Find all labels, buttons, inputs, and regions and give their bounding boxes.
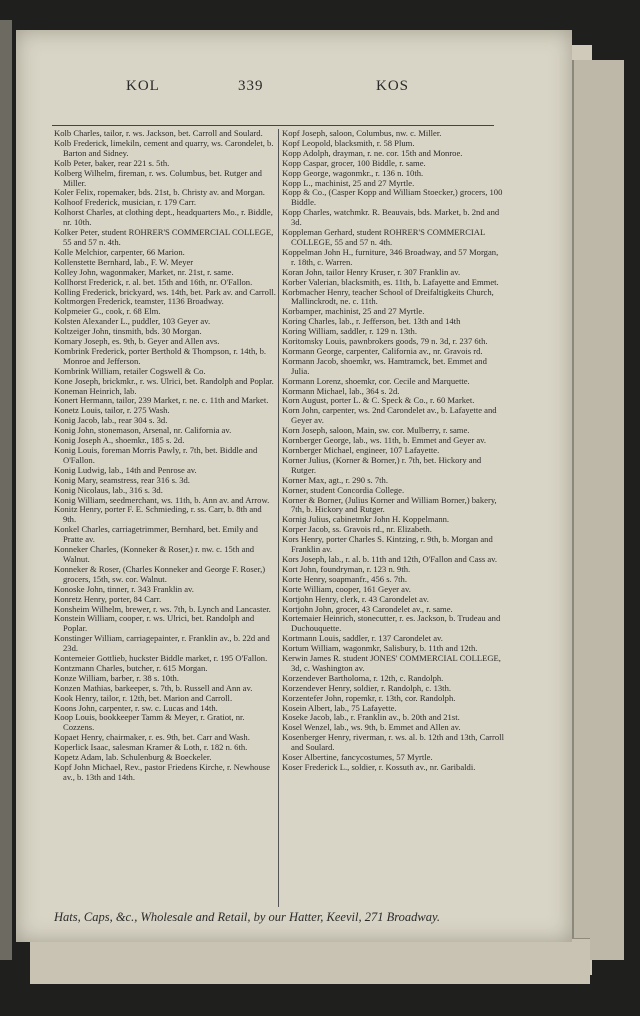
directory-entry: Kosein Albert, lab., 75 Lafayette.: [282, 702, 397, 713]
directory-entry: Korbmacher Henry, teacher School of Dreifaltigkeits Church, Mallinckrodt, ne. c. 11th.: [282, 286, 494, 307]
directory-entry: Kolb Frederick, limekiln, cement and quarry, ws. Carondelet, b. Barton and Sidney.: [54, 137, 274, 158]
directory-entry: Kopp Charles, watchmkr. R. Beauvais, bds. Market, b. 2nd and 3d.: [282, 207, 500, 228]
directory-entry: Koran John, tailor Henry Kruser, r. 307 Franklin av.: [282, 266, 461, 277]
directory-entry: Koop Louis, bookkeeper Tamm & Meyer, r. Gratiot, nr. Cozzens.: [54, 712, 245, 733]
directory-entry: Konitz Henry, porter F. E. Schmieding, r. ss. Carr, b. 8th and 9th.: [54, 504, 262, 525]
directory-entry: Kopaet Henry, chairmaker, r. es. 9th, bet. Carr and Wash.: [54, 732, 250, 743]
directory-entry: Koler Felix, ropemaker, bds. 21st, b. Christy av. and Morgan.: [54, 187, 265, 198]
directory-entry: Kolb Peter, baker, rear 221 s. 5th.: [54, 157, 170, 168]
directory-entry: Koser Albertine, fancycostumes, 57 Myrtle.: [282, 752, 433, 763]
directory-entry: Kosenberger Henry, riverman, r. ws. al. b. 12th and 13th, Carroll and Soulard.: [282, 732, 504, 753]
directory-entry: Kollenstette Bernhard, lab., F. W. Meyer: [54, 256, 194, 267]
directory-entry: Kontzmann Charles, butcher, r. 615 Morgan.: [54, 662, 208, 673]
directory-entry: Kosel Wenzel, lab., ws. 9th, b. Emmet and Allen av.: [282, 722, 461, 733]
directory-entry: Konetz Louis, tailor, r. 275 Wash.: [54, 405, 170, 416]
directory-entry: Kolpmeier G., cook, r. 68 Elm.: [54, 306, 161, 317]
directory-entry: Konig Louis, foreman Morris Pawly, r. 7th, bet. Biddle and O'Fallon.: [54, 445, 258, 465]
directory-entry: Kopf John Michael, Rev., pastor Friedens Kirche, r. Newhouse av., b. 13th and 14th.: [54, 762, 270, 782]
directory-entry: Konstein William, cooper, r. ws. Ulrici, bet. Randolph and Poplar.: [54, 613, 255, 634]
right-column: [282, 129, 504, 773]
directory-entry: Kerwin James R. student JONES' COMMERCIAL COLLEGE, 3d, c. Washington av.: [282, 653, 501, 673]
header-right-guide: KOS: [376, 78, 410, 94]
left-column: [54, 129, 276, 783]
directory-page: [16, 30, 572, 942]
directory-entry: Kollhorst Frederick, r. al. bet. 15th and 16th, nr. O'Fallon.: [54, 276, 253, 287]
directory-entry: Kopp L., machinist, 25 and 27 Myrtle.: [282, 177, 415, 188]
directory-entry: Kort John, foundryman, r. 123 n. 9th.: [282, 563, 411, 574]
directory-entry: Korte Henry, soapmanfr., 456 s. 7th.: [282, 573, 407, 584]
directory-entry: Konig Joseph A., shoemkr., 185 s. 2d.: [54, 435, 185, 446]
directory-entry: Kopetz Adam, lab. Schulenburg & Boeckeler.: [54, 752, 212, 763]
directory-entry: Kortmann Louis, saddler, r. 137 Carondelet av.: [282, 633, 443, 644]
directory-entry: Korner, student Concordia College.: [282, 484, 405, 495]
directory-entry: Konig Ludwig, lab., 14th and Penrose av.: [54, 464, 197, 475]
directory-entry: Kopp Caspar, grocer, 100 Biddle, r. same.: [282, 157, 426, 168]
directory-entry: Koneman Heinrich, lab.: [54, 385, 137, 396]
directory-entry: Kornberger George, lab., ws. 11th, b. Emmet and Geyer av.: [282, 435, 487, 446]
page-number: 339: [238, 78, 264, 94]
directory-entry: Korn John, carpenter, ws. 2nd Carondelet av., b. Lafayette and Geyer av.: [282, 405, 497, 426]
directory-entry: Kolberg Wilhelm, fireman, r. ws. Columbus, bet. Rutger and Miller.: [54, 167, 262, 188]
directory-entry: Kors Henry, porter Charles S. Kintzing, r. 9th, b. Morgan and Franklin av.: [282, 534, 493, 555]
directory-entry: Korber Valerian, blacksmith, es. 11th, b. Lafayette and Emmet.: [282, 276, 499, 287]
directory-entry: Konig Nicolaus, lab., 316 s. 3d.: [54, 484, 163, 495]
footer-advert: Hats, Caps, &c., Wholesale and Retail, by our Hatter, Keevil, 271 Broadway.: [54, 910, 440, 924]
directory-entry: Konig Jacob, lab., rear 304 s. 3d.: [54, 415, 168, 426]
directory-entry: Korzendever Henry, soldier, r. Randolph, c. 13th.: [282, 682, 452, 693]
directory-entry: Kopp Adolph, drayman, r. ne. cor. 15th and Monroe.: [282, 147, 463, 158]
directory-entry: Konig William, seedmerchant, ws. 11th, b. Ann av. and Arrow.: [54, 494, 270, 505]
directory-entry: Korner Max, agt., r. 290 s. 7th.: [282, 474, 388, 485]
directory-entry: Kombrink Frederick, porter Berthold & Thompson, r. 14th, b. Monroe and Jefferson.: [54, 345, 267, 366]
directory-entry: Koser Frederick L., soldier, r. Kossuth av., nr. Garibaldi.: [282, 762, 476, 772]
directory-entry: Kolb Charles, tailor, r. ws. Jackson, bet. Carroll and Soulard.: [54, 128, 263, 138]
directory-entry: Koltmorgen Frederick, teamster, 1136 Broadway.: [54, 296, 224, 307]
directory-entry: Konzen Mathias, barkeeper, s. 7th, b. Russell and Ann av.: [54, 682, 253, 693]
directory-entry: Korper Jacob, ss. Gravois rd., nr. Elizabeth.: [282, 524, 432, 535]
directory-entry: Kortjohn Henry, clerk, r. 43 Carondelet av.: [282, 593, 429, 604]
directory-entry: Konsheim Wilhelm, brewer, r. ws. 7th, b. Lynch and Lancaster.: [54, 603, 271, 614]
directory-entry: Kolsten Alexander L., puddler, 103 Geyer av.: [54, 316, 211, 327]
directory-entry: Korn August, porter L. & C. Speck & Co., r. 60 Market.: [282, 395, 475, 406]
directory-entry: Kopp George, wagonmkr., r. 136 n. 10th.: [282, 167, 424, 178]
directory-entry: Koltzeiger John, tinsmith, bds. 30 Morgan.: [54, 326, 202, 337]
directory-entry: Kombrink William, retailer Cogswell & Co.: [54, 365, 206, 376]
directory-entry: Kortum William, wagonmkr, Salisbury, b. 11th and 12th.: [282, 643, 478, 654]
directory-entry: Korte William, cooper, 161 Geyer av.: [282, 583, 411, 594]
directory-entry: Koppleman Gerhard, student ROHRER'S COMMERCIAL COLLEGE, 55 and 57 n. 4th.: [282, 227, 485, 247]
directory-entry: Kolle Melchior, carpenter, 66 Marion.: [54, 246, 185, 257]
directory-entry: Koring Charles, lab., r. Jefferson, bet. 13th and 14th: [282, 316, 461, 327]
directory-entry: Korner & Borner, (Julius Korner and William Borner,) bakery, 7th, b. Hickory and Rutger.: [282, 494, 497, 515]
directory-entry: Konoske John, tinner, r. 343 Franklin av.: [54, 583, 194, 594]
directory-entry: Kors Joseph, lab., r. al. b. 11th and 12th, O'Fallon and Cass av.: [282, 553, 498, 564]
directory-entry: Korn Joseph, saloon, Main, sw. cor. Mulberry, r. same.: [282, 425, 470, 436]
directory-entry: Korzentefer John, ropemkr, r. 13th, cor. Randolph.: [282, 692, 456, 703]
directory-entry: Konneker & Roser, (Charles Konneker and George F. Roser,) grocers, 15th, sw. cor. Walnut.: [54, 563, 266, 584]
directory-entry: Korbamper, machinist, 25 and 27 Myrtle.: [282, 306, 425, 317]
directory-entry: Kone Joseph, brickmkr., r. ws. Ulrici, bet. Randolph and Poplar.: [54, 375, 274, 386]
directory-entry: Konig John, stonemason, Arsenal, nr. California av.: [54, 425, 232, 436]
directory-entry: Kolhoof Frederick, musician, r. 179 Carr.: [54, 197, 197, 208]
directory-entry: Kormann George, carpenter, California av., nr. Gravois rd.: [282, 345, 483, 356]
directory-entry: Kolley John, wagonmaker, Market, nr. 21st, r. same.: [54, 266, 234, 277]
directory-entry: Koseke Jacob, lab., r. Franklin av., b. 20th and 21st.: [282, 712, 460, 723]
directory-entry: Kook Henry, tailor, r. 12th, bet. Marion and Carroll.: [54, 692, 233, 703]
directory-entry: Korner Julius, (Korner & Borner,) r. 7th, bet. Hickory and Rutger.: [282, 454, 482, 475]
directory-entry: Kolhorst Charles, at clothing dept., headquarters Mo., r. Biddle, nr. 10th.: [54, 207, 273, 228]
directory-entry: Kormann Michael, lab., 364 s. 2d.: [282, 385, 400, 396]
directory-entry: Kortemaier Heinrich, stonecutter, r. es. Jackson, b. Trudeau and Duchouquette.: [282, 613, 501, 634]
directory-entry: Kopp & Co., (Casper Kopp and William Stoecker,) grocers, 100 Biddle.: [282, 187, 503, 208]
directory-entry: Kontemeier Gottlieb, huckster Biddle market, r. 195 O'Fallon.: [54, 653, 268, 664]
directory-entry: Konneker Charles, (Konneker & Roser,) r. nw. c. 15th and Walnut.: [54, 544, 255, 564]
page-stack-right: [572, 60, 624, 960]
directory-entry: Kolling Frederick, brickyard, ws. 14th, bet. Park av. and Carroll.: [54, 286, 276, 297]
page-stack-bottom: [30, 938, 590, 984]
directory-entry: Konretz Henry, porter, 84 Carr.: [54, 593, 162, 604]
page-header: [126, 78, 526, 100]
directory-entry: Kornig Julius, cabinetmkr John H. Koppelmann.: [282, 514, 450, 525]
directory-entry: Kopf Joseph, saloon, Columbus, nw. c. Miller.: [282, 128, 442, 138]
directory-entry: Koperlick Isaac, salesman Kramer & Loth, r. 182 n. 6th.: [54, 742, 248, 753]
header-left-guide: KOL: [126, 78, 160, 94]
directory-entry: Kolker Peter, student ROHRER'S COMMERCIAL COLLEGE, 55 and 57 n. 4th.: [54, 227, 274, 247]
directory-entry: Kornberger Michael, engineer, 107 Lafayette.: [282, 445, 440, 455]
directory-entry: Konert Hermann, tailor, 239 Market, r. ne. c. 11th and Market.: [54, 395, 269, 406]
header-rule: [52, 125, 494, 126]
directory-entry: Konkel Charles, carriagetrimmer, Bernhard, bet. Emily and Pratte av.: [54, 524, 258, 545]
directory-entry: Koons John, carpenter, r. sw. c. Lucas and 14th.: [54, 702, 218, 713]
book-spine-edge: [0, 20, 12, 960]
column-divider: [278, 129, 279, 907]
directory-entry: Konig Mary, seamstress, rear 316 s. 3d.: [54, 474, 190, 485]
directory-entry: Kortjohn John, grocer, 43 Carondelet av., r. same.: [282, 603, 453, 614]
directory-entry: Koring William, saddler, r. 129 n. 13th.: [282, 326, 417, 337]
directory-entry: Kormann Jacob, shoemkr, ws. Hamtramck, bet. Emmet and Julia.: [282, 355, 487, 376]
directory-entry: Korzendever Bartholoma, r. 12th, c. Randolph.: [282, 672, 444, 683]
directory-entry: Kopf Leopold, blacksmith, r. 58 Plum.: [282, 137, 415, 148]
directory-entry: Komary Joseph, es. 9th, b. Geyer and Allen avs.: [54, 336, 220, 347]
directory-entry: Kormann Lorenz, shoemkr, cor. Cecile and Marquette.: [282, 375, 470, 386]
directory-entry: Koppelman John H., furniture, 346 Broadway, and 57 Morgan, r. 18th, c. Warren.: [282, 246, 499, 267]
directory-entry: Konstinger William, carriagepainter, r. Franklin av., b. 22d and 23d.: [54, 633, 270, 654]
directory-entry: Konze William, barber, r. 38 s. 10th.: [54, 672, 179, 683]
directory-entry: Koritomsky Louis, pawnbrokers goods, 79 n. 3d, r. 237 6th.: [282, 336, 488, 347]
